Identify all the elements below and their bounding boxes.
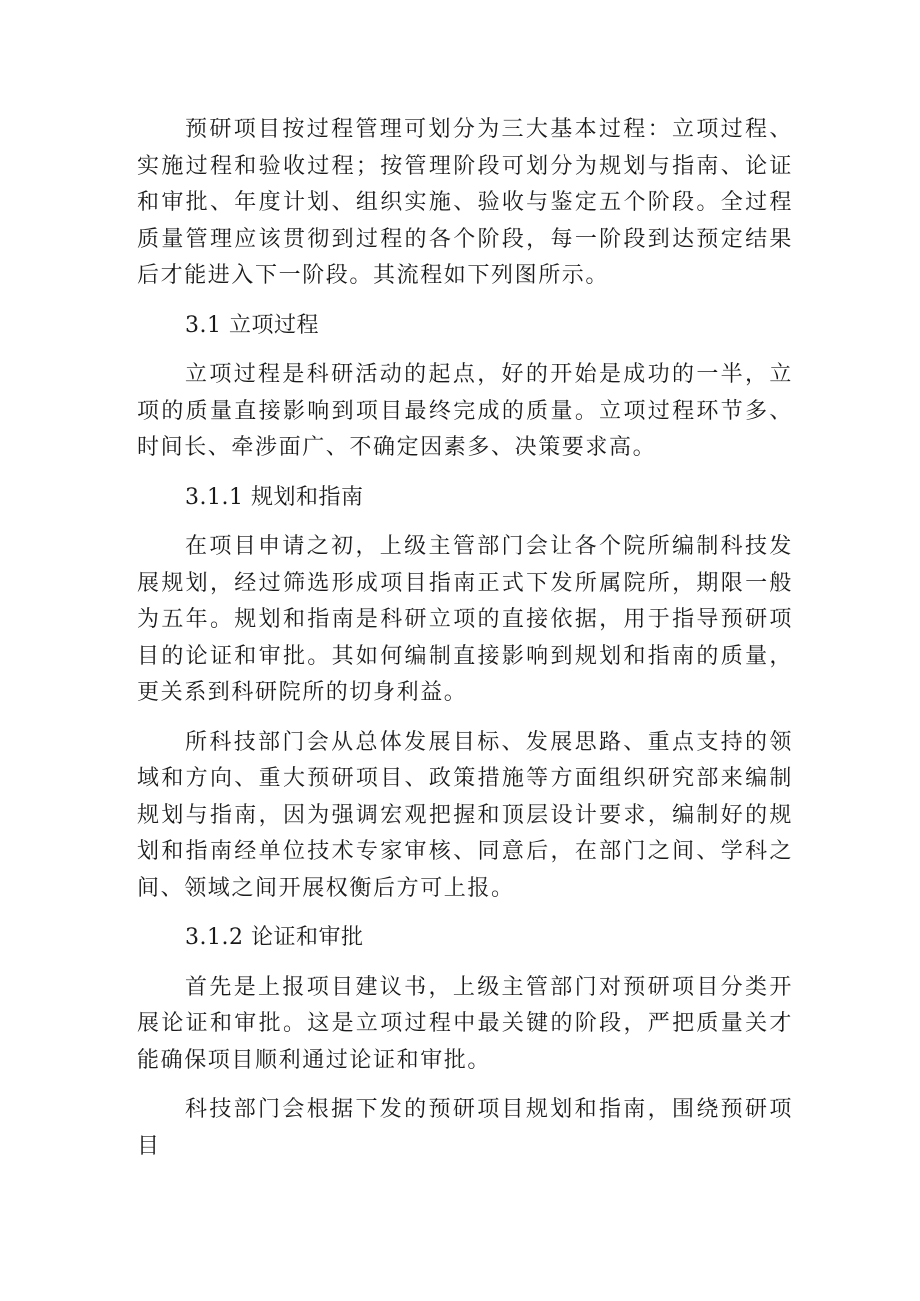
paragraph-tech-department: 所科技部门会从总体发展目标、发展思路、重点支持的领域和方向、重大预研项目、政策措施等方面组织研究部来编制规划与指南，因为强调宏观把握和顶层设计要求，编制好的规划和指南经单位技术专家审核、同意后，在部门之间、学科之间、领域之间开展权衡后方可上报。 [137,729,793,901]
paragraph-gap [137,516,793,529]
section-heading-3-1-2: 3.1.2 论证和审批 [185,925,364,950]
paragraph-project-initiation: 立项过程是科研活动的起点，好的开始是成功的一半，立项的质量直接影响到项目最终完成的质量。立项过程环节多、时间长、牵涉面广、不确定因素多、决策要求高。 [137,362,793,460]
paragraph-proposal-review: 首先是上报项目建议书，上级主管部门对预研项目分类开展论证和审批。这是立项过程中最关键的阶段，严把质量关才能确保项目顺利通过论证和审批。 [137,974,793,1073]
paragraph-gap [137,957,793,970]
paragraph-gap [137,344,793,357]
document-body [137,112,793,1165]
paragraph-planning-guide: 在项目申请之初，上级主管部门会让各个院所编制科技发展规划，经过筛选形成项目指南正式下发所属院所，期限一般为五年。规划和指南是科研立项的直接依据，用于指导预研项目的论证和审批。其如何编制直接影响到规划和指南的质量，更关系到科研院所的切身利益。 [137,534,793,705]
paragraph-gap [137,1079,793,1092]
paragraph-gap [137,907,793,920]
paragraph-tech-department-continued: 科技部门会根据下发的预研项目规划和指南，围绕预研项目 [137,1097,793,1159]
paragraph-gap [137,467,793,480]
paragraph-process-overview: 预研项目按过程管理可划分为三大基本过程：立项过程、实施过程和验收过程；按管理阶段可划分为规划与指南、论证和审批、年度计划、组织实施、验收与鉴定五个阶段。全过程质量管理应该贯彻到过程的各个阶段，每一阶段到达预定结果后才能进入下一阶段。其流程如下列图所示。 [137,117,793,288]
section-heading-3-1-1: 3.1.1 规划和指南 [185,484,364,510]
paragraph-gap [137,295,793,308]
section-heading-3-1: 3.1 立项过程 [185,312,319,338]
paragraph-gap [137,712,793,725]
